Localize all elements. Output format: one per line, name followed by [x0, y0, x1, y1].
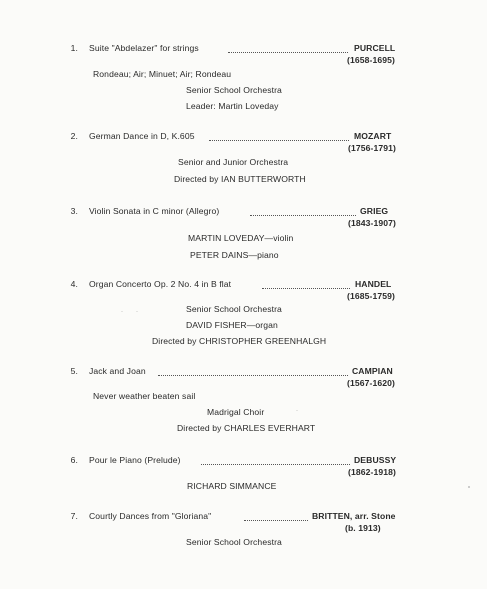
item-number: 1. [70, 43, 78, 53]
piece-title: Jack and Joan [89, 366, 146, 376]
piece-title: Suite "Abdelazer" for strings [89, 43, 199, 53]
dot-leader [209, 139, 349, 141]
composer-name: BRITTEN, arr. Stone [312, 511, 396, 521]
dot-leader [158, 374, 348, 376]
director-credit: Directed by IAN BUTTERWORTH [174, 174, 306, 184]
composer-dates: (1567-1620) [347, 378, 395, 388]
composer-dates: (1843-1907) [348, 218, 396, 228]
performers: Senior School Orchestra [186, 85, 282, 95]
dot-leader [201, 463, 350, 465]
paper-speck [121, 311, 123, 312]
dot-leader [262, 287, 350, 289]
composer-name: GRIEG [360, 206, 389, 216]
item-number: 3. [70, 206, 78, 216]
composer-name: CAMPIAN [352, 366, 393, 376]
composer-name: MOZART [354, 131, 392, 141]
item-number: 4. [70, 279, 78, 289]
soloist-organ: DAVID FISHER—organ [186, 320, 278, 330]
performers: Senior School Orchestra [186, 304, 282, 314]
performers: Senior School Orchestra [186, 537, 282, 547]
composer-dates: (1756-1791) [348, 143, 396, 153]
paper-speck [136, 311, 138, 312]
piece-title: German Dance in D, K.605 [89, 131, 195, 141]
item-number: 5. [70, 366, 78, 376]
composer-dates: (1862-1918) [348, 467, 396, 477]
performer-piano: PETER DAINS—piano [190, 250, 279, 260]
movements: Rondeau; Air; Minuet; Air; Rondeau [93, 69, 232, 79]
performers: Senior and Junior Orchestra [178, 157, 289, 167]
composer-name: HANDEL [355, 279, 392, 289]
composer-name: PURCELL [354, 43, 396, 53]
director-credit: Directed by CHARLES EVERHART [177, 423, 316, 433]
dot-leader [250, 214, 356, 216]
director-credit: Directed by CHRISTOPHER GREENHALGH [152, 336, 327, 346]
item-number: 2. [70, 131, 78, 141]
paper-speck [468, 486, 470, 488]
performer-violin: MARTIN LOVEDAY—violin [188, 233, 294, 243]
item-number: 7. [70, 511, 78, 521]
dot-leader [244, 519, 308, 521]
composer-dates: (b. 1913) [345, 523, 381, 533]
piece-title: Violin Sonata in C minor (Allegro) [89, 206, 220, 216]
piece-title: Courtly Dances from "Gloriana" [89, 511, 212, 521]
leader-credit: Leader: Martin Loveday [186, 101, 279, 111]
performer: RICHARD SIMMANCE [187, 481, 277, 491]
dot-leader [228, 51, 348, 53]
composer-dates: (1685-1759) [347, 291, 395, 301]
item-number: 6. [70, 455, 78, 465]
composer-name: DEBUSSY [354, 455, 397, 465]
piece-title: Organ Concerto Op. 2 No. 4 in B flat [89, 279, 232, 289]
performers: Madrigal Choir [207, 407, 265, 417]
paper-speck [296, 410, 298, 411]
composer-dates: (1658-1695) [347, 55, 395, 65]
piece-title: Pour le Piano (Prelude) [89, 455, 181, 465]
second-piece-title: Never weather beaten sail [93, 391, 196, 401]
